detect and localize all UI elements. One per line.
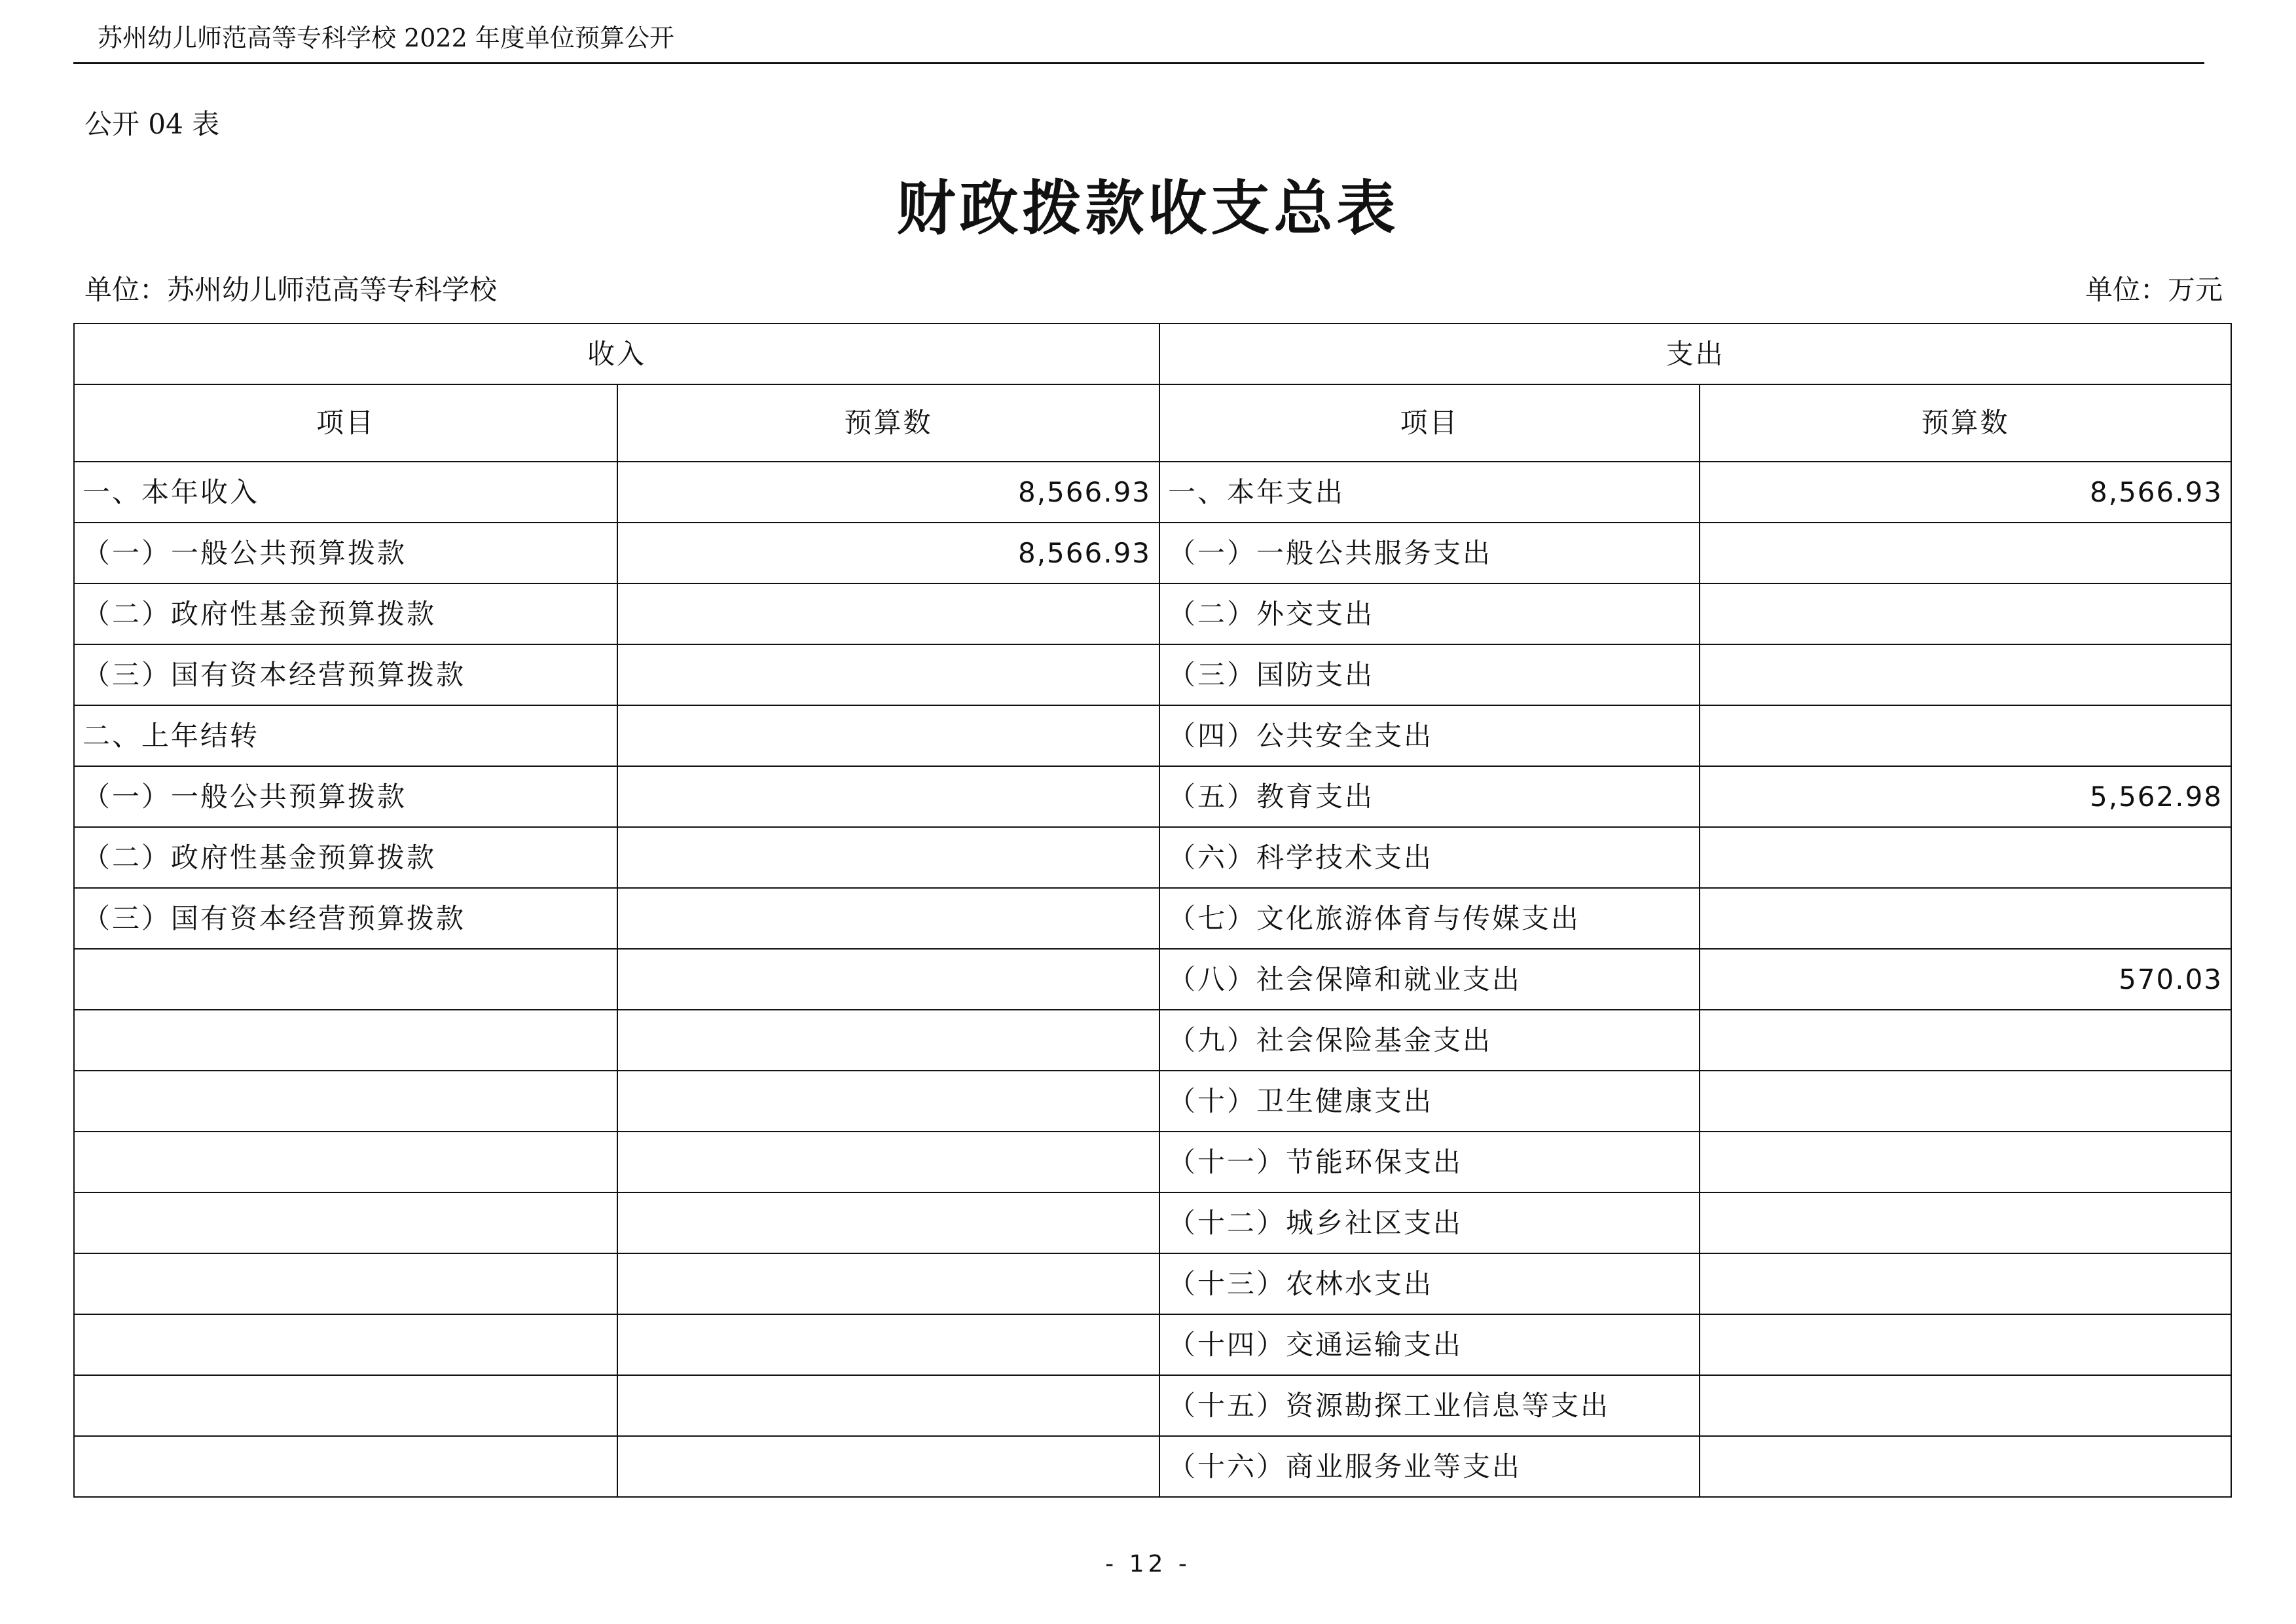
- income-amount-cell: [617, 583, 1159, 644]
- table-row: [74, 1436, 2231, 1497]
- income-amount-cell: [617, 705, 1159, 766]
- expense-amount-cell: [1700, 888, 2231, 949]
- income-amount-cell: [617, 1132, 1159, 1192]
- income-amount-cell: [617, 1010, 1159, 1071]
- table-row: [74, 949, 2231, 1010]
- expense-amount-cell: [1700, 705, 2231, 766]
- income-item-cell: （二）政府性基金预算拨款: [74, 827, 617, 888]
- income-amount-cell: [617, 766, 1159, 827]
- income-item-cell: [74, 1132, 617, 1192]
- income-amount-cell: [617, 827, 1159, 888]
- expense-amount-cell: [1700, 1253, 2231, 1314]
- expense-item-cell: （十六）商业服务业等支出: [1159, 1436, 1700, 1497]
- income-amount-cell: 8,566.93: [617, 523, 1159, 583]
- section-expense-header: 支出: [1159, 323, 2231, 384]
- expense-amount-cell: [1700, 644, 2231, 705]
- header-divider: [73, 62, 2204, 64]
- column-header-expense-amount: 预算数: [1700, 384, 2231, 462]
- table-row: [74, 583, 2231, 644]
- income-amount-cell: [617, 1192, 1159, 1253]
- expense-item-cell: （九）社会保险基金支出: [1159, 1010, 1700, 1071]
- expense-amount-cell: [1700, 1436, 2231, 1497]
- section-header-row: [74, 323, 2231, 384]
- income-item-cell: 二、上年结转: [74, 705, 617, 766]
- table-row: [74, 644, 2231, 705]
- expense-item-cell: （八）社会保障和就业支出: [1159, 949, 1700, 1010]
- income-item-cell: [74, 1010, 617, 1071]
- table-row: [74, 766, 2231, 827]
- page-title: 财政拨款收支总表: [896, 174, 1400, 243]
- expense-item-cell: （十）卫生健康支出: [1159, 1071, 1700, 1132]
- income-item-cell: [74, 1253, 617, 1314]
- unit-currency: 单位：万元: [2085, 274, 2223, 306]
- table-code: 公开 04 表: [84, 108, 220, 140]
- income-item-cell: （二）政府性基金预算拨款: [74, 583, 617, 644]
- income-item-cell: [74, 1436, 617, 1497]
- income-amount-cell: [617, 1436, 1159, 1497]
- income-amount-cell: [617, 1071, 1159, 1132]
- section-income-header: 收入: [74, 323, 1159, 384]
- expense-item-cell: （十一）节能环保支出: [1159, 1132, 1700, 1192]
- expense-amount-cell: [1700, 827, 2231, 888]
- income-amount-cell: [617, 1253, 1159, 1314]
- expense-item-cell: （十三）农林水支出: [1159, 1253, 1700, 1314]
- income-item-cell: （三）国有资本经营预算拨款: [74, 888, 617, 949]
- expense-amount-cell: [1700, 1192, 2231, 1253]
- expense-amount-cell: 5,562.98: [1700, 766, 2231, 827]
- table-row: [74, 827, 2231, 888]
- expense-amount-cell: [1700, 583, 2231, 644]
- table-row: [74, 1375, 2231, 1436]
- expense-amount-cell: [1700, 523, 2231, 583]
- column-header-expense-item: 项目: [1159, 384, 1700, 462]
- expense-item-cell: （三）国防支出: [1159, 644, 1700, 705]
- column-header-income-item: 项目: [74, 384, 617, 462]
- expense-item-cell: （十五）资源勘探工业信息等支出: [1159, 1375, 1700, 1436]
- table-row: [74, 1010, 2231, 1071]
- income-item-cell: [74, 1192, 617, 1253]
- page-number: - 12 -: [1105, 1551, 1191, 1578]
- income-amount-cell: [617, 1375, 1159, 1436]
- income-item-cell: [74, 949, 617, 1010]
- table-row: [74, 888, 2231, 949]
- income-amount-cell: [617, 1314, 1159, 1375]
- income-amount-cell: [617, 888, 1159, 949]
- budget-table: [73, 323, 2232, 1498]
- expense-item-cell: （四）公共安全支出: [1159, 705, 1700, 766]
- expense-item-cell: （六）科学技术支出: [1159, 827, 1700, 888]
- income-item-cell: （三）国有资本经营预算拨款: [74, 644, 617, 705]
- income-item-cell: [74, 1071, 617, 1132]
- expense-item-cell: （二）外交支出: [1159, 583, 1700, 644]
- unit-organization: 单位：苏州幼儿师范高等专科学校: [84, 274, 498, 306]
- expense-amount-cell: 8,566.93: [1700, 462, 2231, 523]
- running-header: 苏州幼儿师范高等专科学校 2022 年度单位预算公开: [98, 24, 674, 52]
- table-row: [74, 1314, 2231, 1375]
- expense-item-cell: （七）文化旅游体育与传媒支出: [1159, 888, 1700, 949]
- expense-item-cell: （十二）城乡社区支出: [1159, 1192, 1700, 1253]
- income-amount-cell: 8,566.93: [617, 462, 1159, 523]
- table-row: [74, 1253, 2231, 1314]
- table-row: [74, 523, 2231, 583]
- income-item-cell: （一）一般公共预算拨款: [74, 766, 617, 827]
- expense-item-cell: （一）一般公共服务支出: [1159, 523, 1700, 583]
- expense-amount-cell: [1700, 1071, 2231, 1132]
- income-amount-cell: [617, 949, 1159, 1010]
- expense-amount-cell: [1700, 1132, 2231, 1192]
- column-header-row: [74, 384, 2231, 462]
- income-item-cell: [74, 1375, 617, 1436]
- table-body: [74, 323, 2231, 1497]
- income-item-cell: （一）一般公共预算拨款: [74, 523, 617, 583]
- expense-item-cell: （十四）交通运输支出: [1159, 1314, 1700, 1375]
- table-row: [74, 1192, 2231, 1253]
- expense-amount-cell: [1700, 1010, 2231, 1071]
- income-item-cell: [74, 1314, 617, 1375]
- expense-item-cell: （五）教育支出: [1159, 766, 1700, 827]
- column-header-income-amount: 预算数: [617, 384, 1159, 462]
- table-row: [74, 705, 2231, 766]
- table-row: [74, 1071, 2231, 1132]
- income-item-cell: 一、本年收入: [74, 462, 617, 523]
- expense-amount-cell: [1700, 1375, 2231, 1436]
- expense-item-cell: 一、本年支出: [1159, 462, 1700, 523]
- income-amount-cell: [617, 644, 1159, 705]
- table-row: [74, 1132, 2231, 1192]
- expense-amount-cell: [1700, 1314, 2231, 1375]
- table-row: [74, 462, 2231, 523]
- expense-amount-cell: 570.03: [1700, 949, 2231, 1010]
